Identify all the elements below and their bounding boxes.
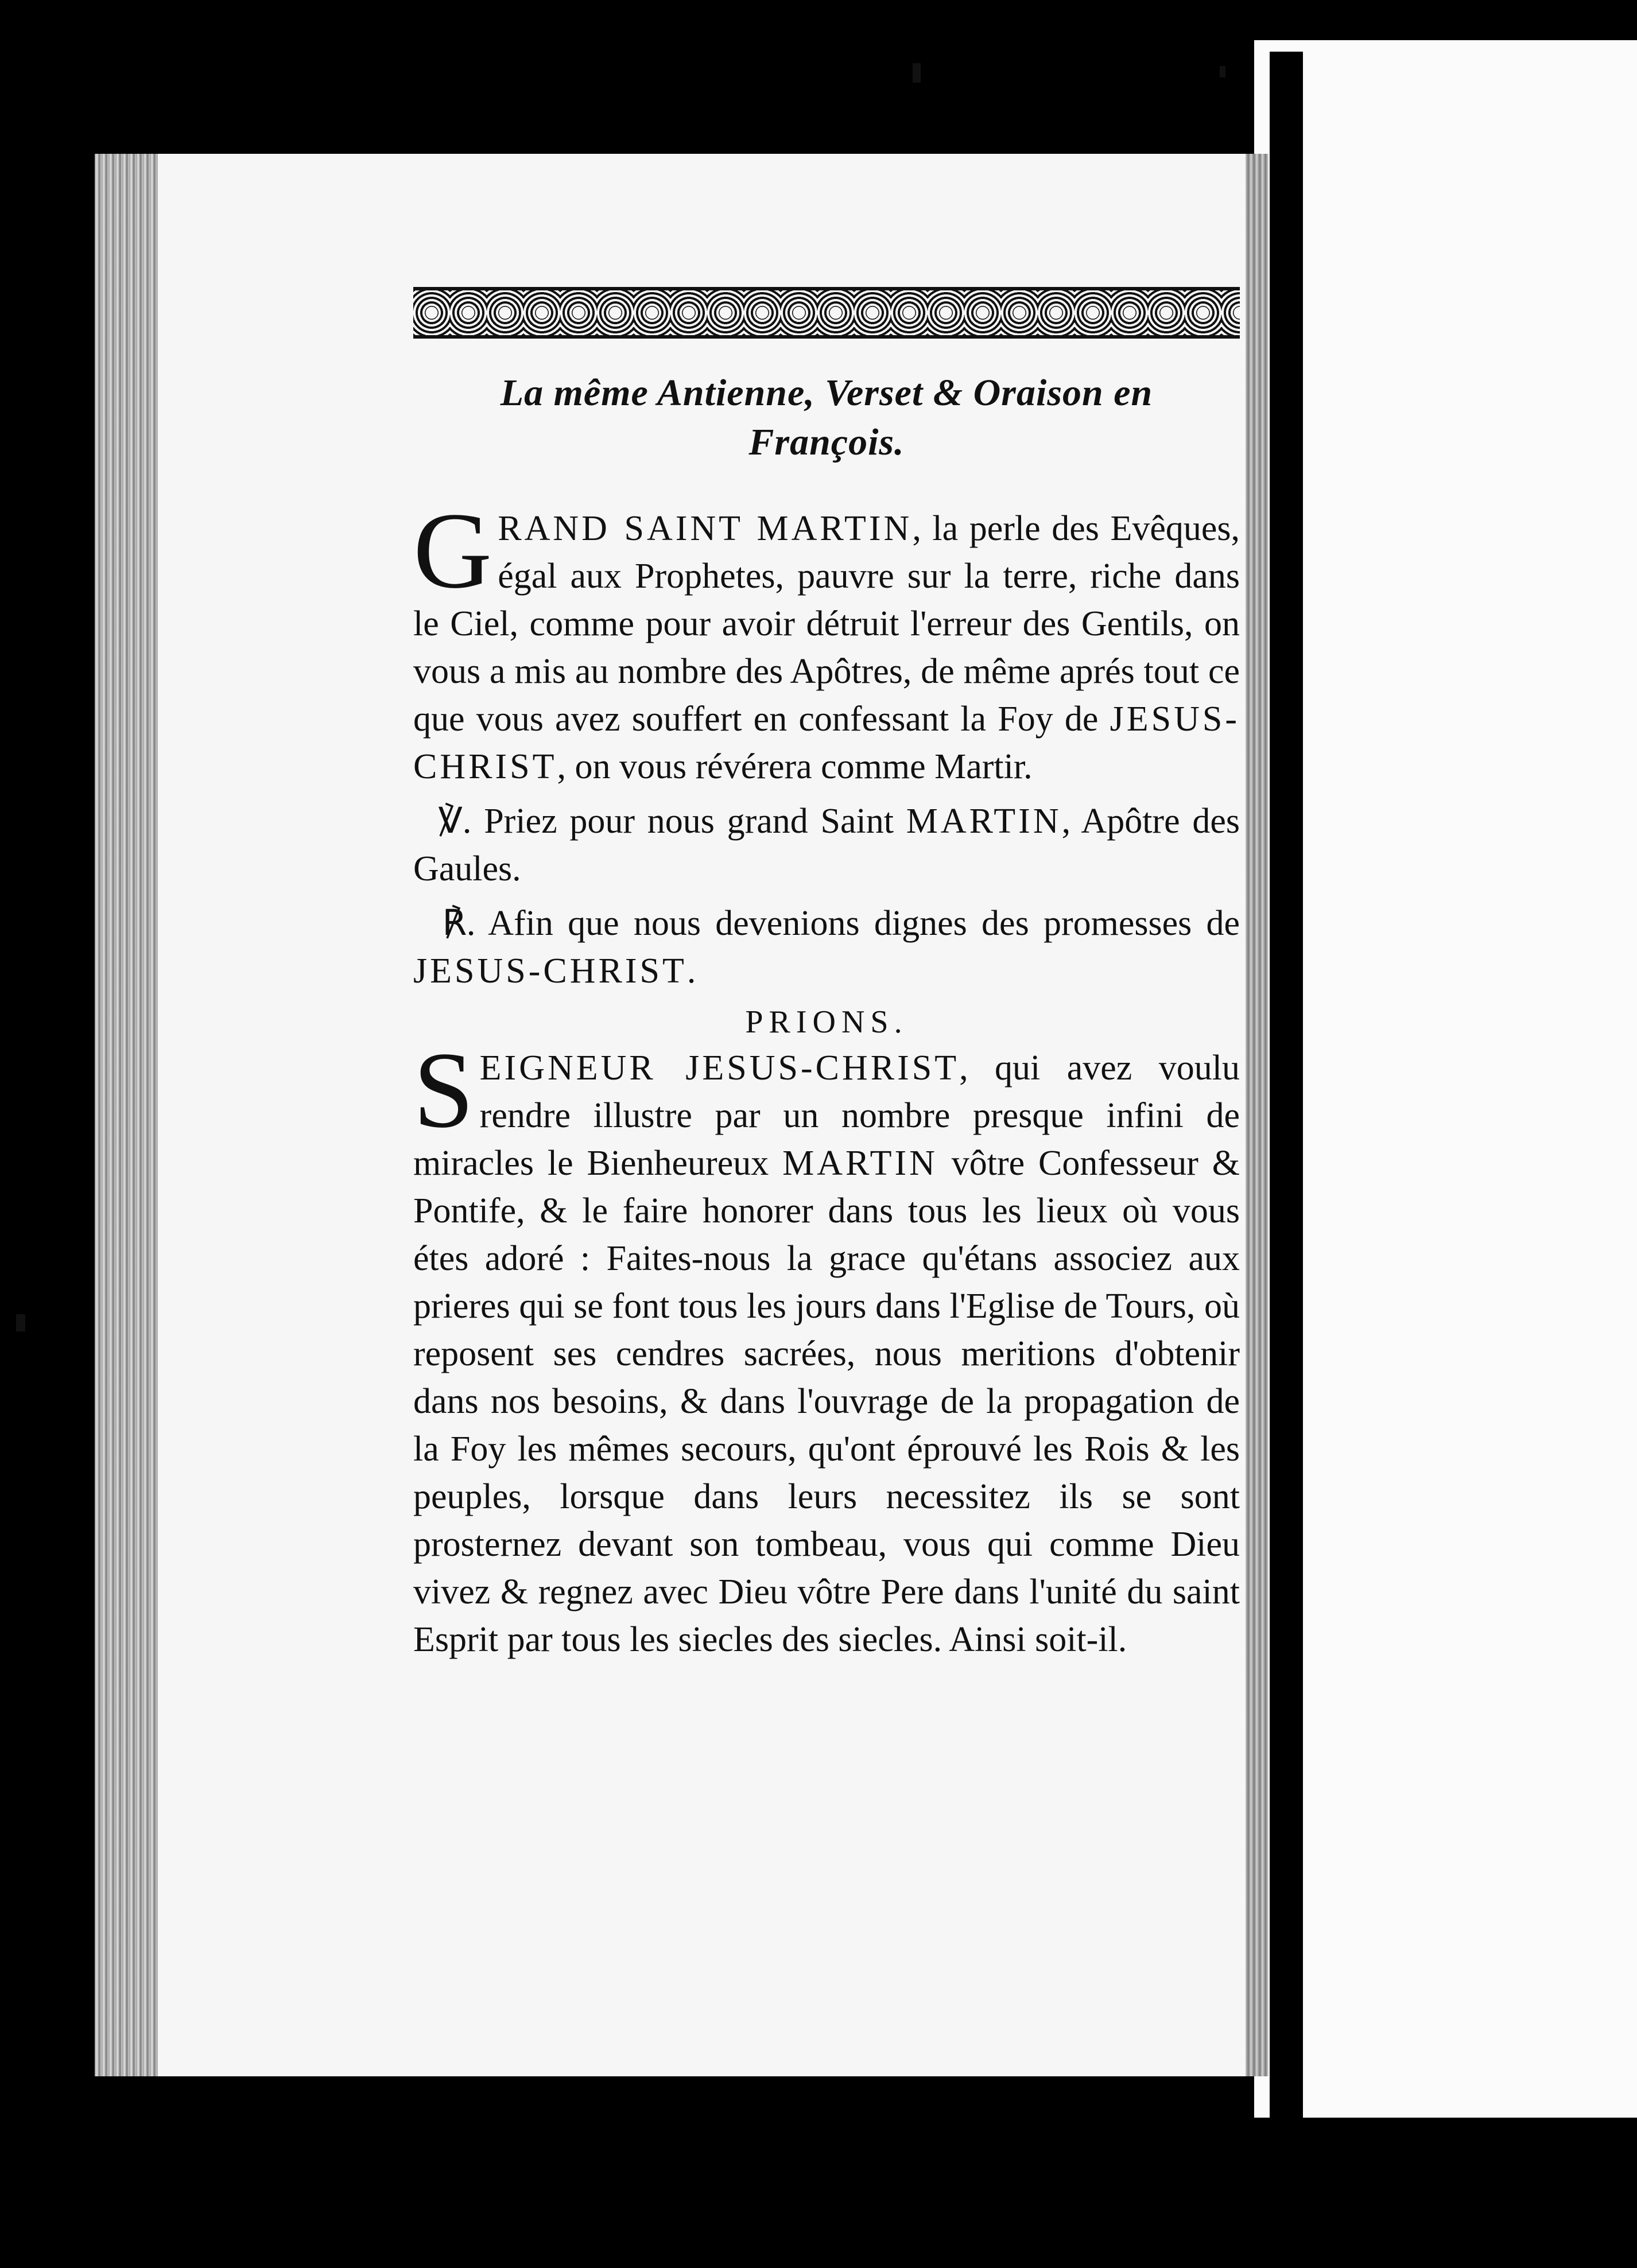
scan-speck	[16, 1314, 25, 1331]
antienne-paragraph	[413, 491, 1240, 791]
section-heading	[413, 368, 1240, 467]
antienne-text: , la perle des Evêques, égal aux Prophetes, pauvre sur la terre, riche dans le Ciel, comme pour avoir détruit l'erreur des Gentils, on vous a mis au nombre des Apôtres, de même aprés tout ce que vous avez souffert en confessant la Foy de	[413, 509, 1240, 739]
oraison-opening: EIGNEUR JESUS-CHRIST	[479, 1048, 960, 1088]
versicle-name: MARTIN	[906, 802, 1062, 841]
drop-cap: G	[413, 491, 492, 611]
drop-cap: S	[413, 1030, 474, 1151]
antienne-name: JESUS-CHRIST	[413, 700, 1240, 786]
heading-line-2: François.	[748, 421, 905, 463]
response-tail: .	[686, 952, 696, 991]
oraison-text: , qui avez voulu rendre illustre par un nombre presque infini de miracles le Bienheureux	[413, 1048, 1240, 1183]
facing-page	[1254, 40, 1637, 2118]
response-mark: ℟.	[442, 904, 476, 943]
versicle-mark: ℣.	[438, 802, 472, 841]
heading-line-1: La même Antienne, Verset & Oraison en	[500, 372, 1153, 414]
scan-speck	[913, 63, 921, 83]
antienne-opening: RAND SAINT MARTIN	[498, 509, 913, 548]
versicle-tail: , Apôtre des Gaules.	[413, 802, 1240, 888]
oraison-name: MARTIN	[782, 1144, 938, 1183]
response-name: JESUS-CHRIST	[413, 952, 687, 991]
page-edges-left	[95, 154, 158, 2076]
antienne-tail: , on vous révérera comme Martir.	[557, 747, 1033, 786]
binding-shadow	[1270, 52, 1303, 2118]
versicle-text: Priez pour nous grand Saint	[471, 802, 906, 841]
scan-speck	[1220, 66, 1225, 77]
response-text: Afin que nous devenions dignes des promesses de	[475, 904, 1240, 943]
response-paragraph	[413, 900, 1240, 995]
page-content	[413, 287, 1240, 1664]
oraison-paragraph	[413, 1030, 1240, 1664]
prions-heading: PRIONS.	[745, 1004, 908, 1040]
page-edge-right	[1246, 154, 1269, 2076]
versicle-paragraph	[413, 798, 1240, 893]
ornament-band	[413, 287, 1240, 339]
oraison-tail: vôtre Confesseur & Pontife, & le faire honorer dans tous les lieux où vous étes adoré : Faites-nous la grace qu'étans associez aux prieres qui se font tous les jours dans l'Eglise de Tours, où reposent ses cendres sacrées, nous meritions d'obtenir dans nos besoins, & dans l'ouvrage de la propagation de la Foy les mêmes secours, qu'ont éprouvé les Rois & les peuples, lorsque dans leurs necessitez ils se sont prosternez devant son tombeau, vous qui comme Dieu vivez & regnez avec Dieu vôtre Pere dans l'unité du saint Esprit par tous les siecles des siecles. Ainsi soit-il.	[413, 1144, 1240, 1659]
